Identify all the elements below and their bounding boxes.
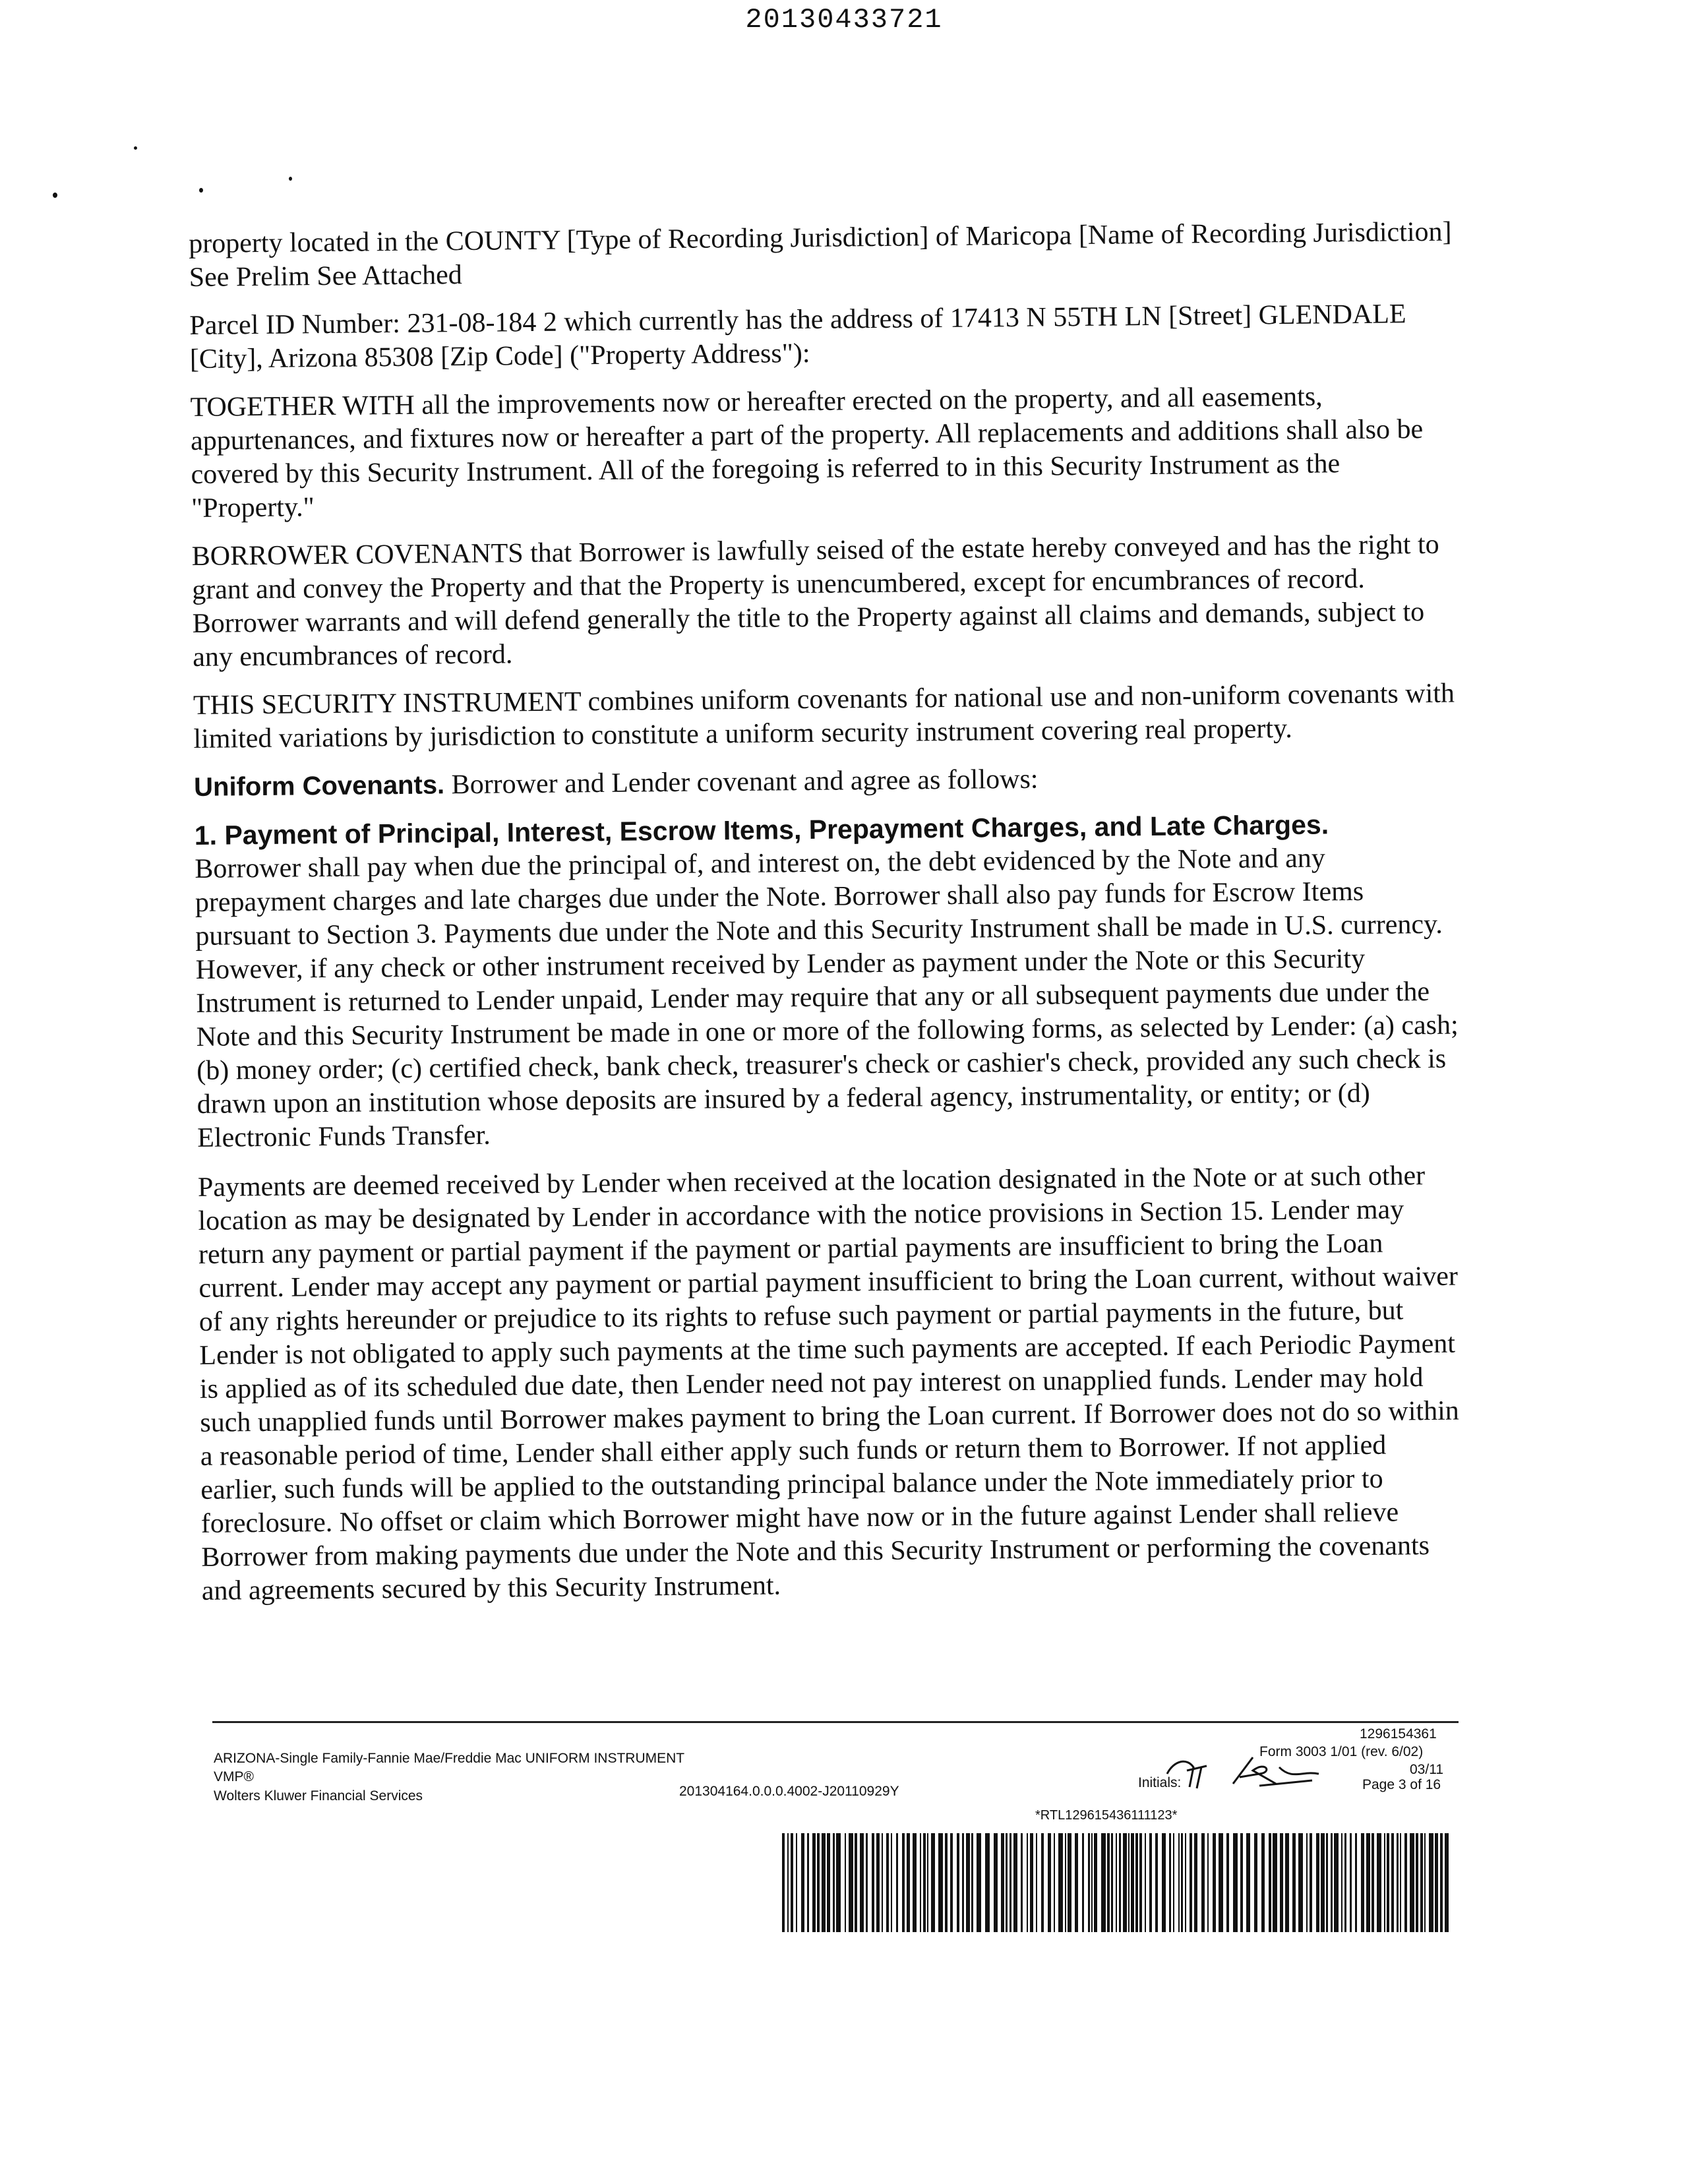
barcode-bar: [886, 1833, 889, 1932]
barcode-bar: [1036, 1833, 1037, 1932]
barcode-bar: [945, 1833, 948, 1932]
barcode-bar: [994, 1833, 998, 1932]
barcode-bar: [845, 1833, 846, 1932]
barcode-bar: [1372, 1833, 1374, 1932]
barcode-bar: [1440, 1833, 1443, 1932]
barcode-bar: [849, 1833, 853, 1932]
barcode-bar: [1207, 1833, 1209, 1932]
initials-label: Initials:: [1138, 1775, 1182, 1790]
barcode-bar: [1350, 1833, 1352, 1932]
together-with-paragraph: TOGETHER WITH all the improvements now or hereafter erected on the property, and all easements, appurtenances, and fixtures now or hereafter a part of the property. All replacements and additions shall also be covered by this Security Instrument. All of the foregoing is referred to in this Security Instrument as the "Property.": [190, 381, 1424, 524]
barcode-bar: [1384, 1833, 1385, 1932]
barcode-bar: [1397, 1833, 1399, 1932]
barcode-bar: [796, 1833, 797, 1932]
barcode-bar: [1334, 1833, 1339, 1932]
barcode-bar: [817, 1833, 820, 1932]
scan-speck: [199, 188, 203, 193]
scan-speck: [134, 146, 137, 150]
barcode-bar: [985, 1833, 990, 1932]
section-1-text: Borrower shall pay when due the principal of, and interest on, the debt evidenced by the Note and any prepayment charges and late charges due under the Note. Borrower shall also pay funds for Escrow Items pursuant to Section 3. Payments due under the Note and this Security Instrument shall be made in U.S. currency. However, if any check or other instrument received by Lender as payment under the Note or this Security Instrument is returned to Lender unpaid, Lender may require that any or all subsequent payments due under the Note and this Security Instrument be made in one or more of the following forms, as selected by Lender: (a) cash; (b) money order; (c) certified check, bank check, treasurer's check or cashier's check, provided any such check is drawn upon an institution whose deposits are insured by a federal agency, instrumentality, or entity; or (d) Electronic Funds Transfer.: [195, 843, 1459, 1153]
uniform-covenants-heading: Uniform Covenants.: [193, 770, 445, 802]
section-1-heading: 1. Payment of Principal, Interest, Escrow Items, Prepayment Charges, and Late Charges.: [194, 809, 1329, 851]
barcode-bar: [1254, 1833, 1257, 1932]
barcode-bar: [1355, 1833, 1357, 1932]
barcode-bar: [1075, 1833, 1078, 1932]
barcode-bar: [1173, 1833, 1174, 1932]
barcode-bar: [791, 1833, 793, 1932]
barcode-bar: [1048, 1833, 1051, 1932]
barcode-bar: [782, 1833, 785, 1932]
barcode-bar: [882, 1833, 883, 1932]
vmp-mark: VMP®: [214, 1769, 254, 1784]
barcode-bar: [1361, 1833, 1364, 1932]
barcode-bar: [1404, 1833, 1407, 1932]
barcode-bar: [1169, 1833, 1171, 1932]
barcode-bar: [1226, 1833, 1229, 1932]
barcode-bar: [1054, 1833, 1055, 1932]
barcode-bar: [827, 1833, 830, 1932]
document-body: [189, 216, 1468, 1623]
barcode-bar: [1429, 1833, 1433, 1932]
barcode-bar: [1420, 1833, 1423, 1932]
barcode-bar: [1101, 1833, 1106, 1932]
barcode-bar: [1194, 1833, 1197, 1932]
barcode-bar: [1094, 1833, 1097, 1932]
barcode-bar: [1341, 1833, 1342, 1932]
barcode-bar: [1091, 1833, 1093, 1932]
barcode-bar: [1391, 1833, 1394, 1932]
barcode-bar: [962, 1833, 964, 1932]
barcode-bar: [1119, 1833, 1121, 1932]
initials-signature: [1160, 1747, 1358, 1794]
barcode-bar: [1316, 1833, 1319, 1932]
scan-speck: [53, 193, 57, 198]
barcode: [782, 1833, 1455, 1932]
barcode-bar: [971, 1833, 973, 1932]
barcode-bar: [1107, 1833, 1110, 1932]
barcode-bar: [876, 1833, 880, 1932]
barcode-bar: [1310, 1833, 1312, 1932]
page-number: Page 3 of 16: [1362, 1777, 1441, 1792]
barcode-bar: [1128, 1833, 1130, 1932]
barcode-bar: [1001, 1833, 1004, 1932]
barcode-bar: [891, 1833, 892, 1932]
section-1-paragraph: [195, 807, 1464, 1155]
barcode-bar: [950, 1833, 953, 1932]
form-info: Form 3003 1/01 (rev. 6/02): [1259, 1744, 1424, 1759]
barcode-bar: [1123, 1833, 1127, 1932]
instrument-title: ARIZONA-Single Family-Fannie Mae/Freddie Mac UNIFORM INSTRUMENT: [214, 1751, 685, 1766]
recording-number: 20130433721: [745, 4, 943, 36]
barcode-bar: [1424, 1833, 1426, 1932]
barcode-bar: [1435, 1833, 1438, 1932]
barcode-bar: [1149, 1833, 1152, 1932]
barcode-bar: [1273, 1833, 1277, 1932]
barcode-bar: [1285, 1833, 1289, 1932]
barcode-bar: [1246, 1833, 1250, 1932]
barcode-bar: [931, 1833, 935, 1932]
barcode-bar: [1111, 1833, 1113, 1932]
barcode-bar: [1331, 1833, 1333, 1932]
barcode-bar: [957, 1833, 959, 1932]
barcode-bar: [1326, 1833, 1328, 1932]
barcode-bar: [1377, 1833, 1381, 1932]
payments-deemed-paragraph: Payments are deemed received by Lender when received at the location designated in the Note or at such other location as may be designated by Lender in accordance with the notice provisions in Section 15. Lender may return any payment or partial payment if the payment or partial payments are insufficient to bring the Loan current. Lender may accept any payment or partial payment insufficient to bring the Loan current, without waiver of any rights hereunder or prejudice to its rights to refuse such payment or partial payments in the future, but Lender is not obligated to apply such payments at the time such payments are accepted. If each Periodic Payment is applied as of its scheduled due date, then Lender need not pay interest on unapplied funds. Lender may hold such unapplied funds until Borrower makes payment to bring the Loan current. If Borrower does not do so within a reasonable period of time, Lender shall either apply such funds or return them to Borrower. If not applied earlier, such funds will be applied to the outstanding principal balance under the Note immediately prior to foreclosure. No offset or claim which Borrower might have now or in the future against Lender shall relieve Borrower from making payments due under the Note and this Security Instrument or performing the covenants and agreements secured by this Security Instrument.: [197, 1161, 1459, 1606]
barcode-bar: [1321, 1833, 1325, 1932]
barcode-bar: [1058, 1833, 1063, 1932]
barcode-bar: [1261, 1833, 1265, 1932]
barcode-bar: [896, 1833, 898, 1932]
borrower-covenants-paragraph: BORROWER COVENANTS that Borrower is lawfully seised of the estate hereby conveyed and has the right to grant and convey the Property and that the Property is unencumbered, except for encumbrances of record. Borrower warrants and will defend generally the title to the Property against all claims and demands, subject to any encumbrances of record.: [191, 529, 1439, 673]
barcode-bar: [938, 1833, 943, 1932]
barcode-bar: [1155, 1833, 1158, 1932]
barcode-bar: [1145, 1833, 1146, 1932]
barcode-bar: [872, 1833, 874, 1932]
barcode-bar: [801, 1833, 804, 1932]
barcode-bar: [1116, 1833, 1117, 1932]
barcode-bar: [812, 1833, 816, 1932]
barcode-bar: [902, 1833, 905, 1932]
barcode-bar: [1013, 1833, 1017, 1932]
barcode-bar: [1292, 1833, 1296, 1932]
barcode-bar: [913, 1833, 917, 1932]
barcode-bar: [907, 1833, 910, 1932]
barcode-bar: [1387, 1833, 1389, 1932]
barcode-bar: [1213, 1833, 1216, 1932]
barcode-bar: [1269, 1833, 1271, 1932]
barcode-bar: [833, 1833, 835, 1932]
loan-number: 1296154361: [1360, 1726, 1437, 1742]
barcode-bar: [1280, 1833, 1283, 1932]
barcode-bar: [977, 1833, 981, 1932]
barcode-bar: [1410, 1833, 1414, 1932]
barcode-bar: [1400, 1833, 1401, 1932]
parcel-address-paragraph: Parcel ID Number: 231-08-184 2 which currently has the address of 17413 N 55TH LN [Street] GLENDALE [City], Arizona 85308 [Zip Code] ("Property Address"):: [189, 299, 1406, 375]
barcode-bar: [1030, 1833, 1033, 1932]
barcode-bar: [866, 1833, 868, 1932]
barcode-bar: [1366, 1833, 1370, 1932]
security-instrument-paragraph: THIS SECURITY INSTRUMENT combines uniform covenants for national use and non-uniform covenants with limited variations by jurisdiction to constitute a uniform security instrument covering real property.: [193, 678, 1455, 754]
uniform-covenants-text: Borrower and Lender covenant and agree as follows:: [451, 764, 1039, 801]
barcode-bar: [855, 1833, 857, 1932]
barcode-bar: [1298, 1833, 1303, 1932]
property-location-paragraph: property located in the COUNTY [Type of Recording Jurisdiction] of Maricopa [Name of Recording Jurisdiction] See Prelim See Attached: [189, 216, 1452, 293]
barcode-bar: [1445, 1833, 1449, 1932]
barcode-bar: [1181, 1833, 1183, 1932]
barcode-bar: [966, 1833, 970, 1932]
barcode-bar: [1041, 1833, 1044, 1932]
publisher: Wolters Kluwer Financial Services: [214, 1788, 423, 1804]
barcode-bar: [1240, 1833, 1243, 1932]
barcode-bar: [923, 1833, 926, 1932]
barcode-bar: [1201, 1833, 1205, 1932]
form-date: 03/11: [1410, 1762, 1443, 1777]
barcode-bar: [1162, 1833, 1166, 1932]
barcode-bar: [787, 1833, 789, 1932]
barcode-bar: [1027, 1833, 1028, 1932]
barcode-bar: [1006, 1833, 1008, 1932]
barcode-bar: [822, 1833, 826, 1932]
barcode-bar: [1088, 1833, 1090, 1932]
barcode-bar: [1131, 1833, 1134, 1932]
doc-code: 201304164.0.0.0.4002-J20110929Y: [679, 1784, 899, 1799]
barcode-bar: [860, 1833, 864, 1932]
barcode-bar: [927, 1833, 928, 1932]
barcode-bar: [1219, 1833, 1223, 1932]
footer-rule: [212, 1721, 1459, 1723]
barcode-bar: [807, 1833, 809, 1932]
barcode-bar: [836, 1833, 841, 1932]
barcode-bar: [920, 1833, 921, 1932]
barcode-bar: [1233, 1833, 1238, 1932]
barcode-bar: [1306, 1833, 1308, 1932]
barcode-bar: [1010, 1833, 1011, 1932]
barcode-bar: [1135, 1833, 1138, 1932]
barcode-bar: [1082, 1833, 1084, 1932]
barcode-bar: [1190, 1833, 1192, 1932]
barcode-bar: [1416, 1833, 1418, 1932]
barcode-bar: [1139, 1833, 1142, 1932]
barcode-bar: [1065, 1833, 1066, 1932]
uniform-covenants-paragraph: [194, 759, 1460, 804]
barcode-bar: [1344, 1833, 1346, 1932]
barcode-bar: [1021, 1833, 1023, 1932]
barcode-bar: [1185, 1833, 1186, 1932]
barcode-bar: [1068, 1833, 1071, 1932]
barcode-text: *RTL129615436111123*: [1035, 1808, 1178, 1823]
barcode-bar: [1178, 1833, 1180, 1932]
scan-speck: [289, 177, 292, 181]
